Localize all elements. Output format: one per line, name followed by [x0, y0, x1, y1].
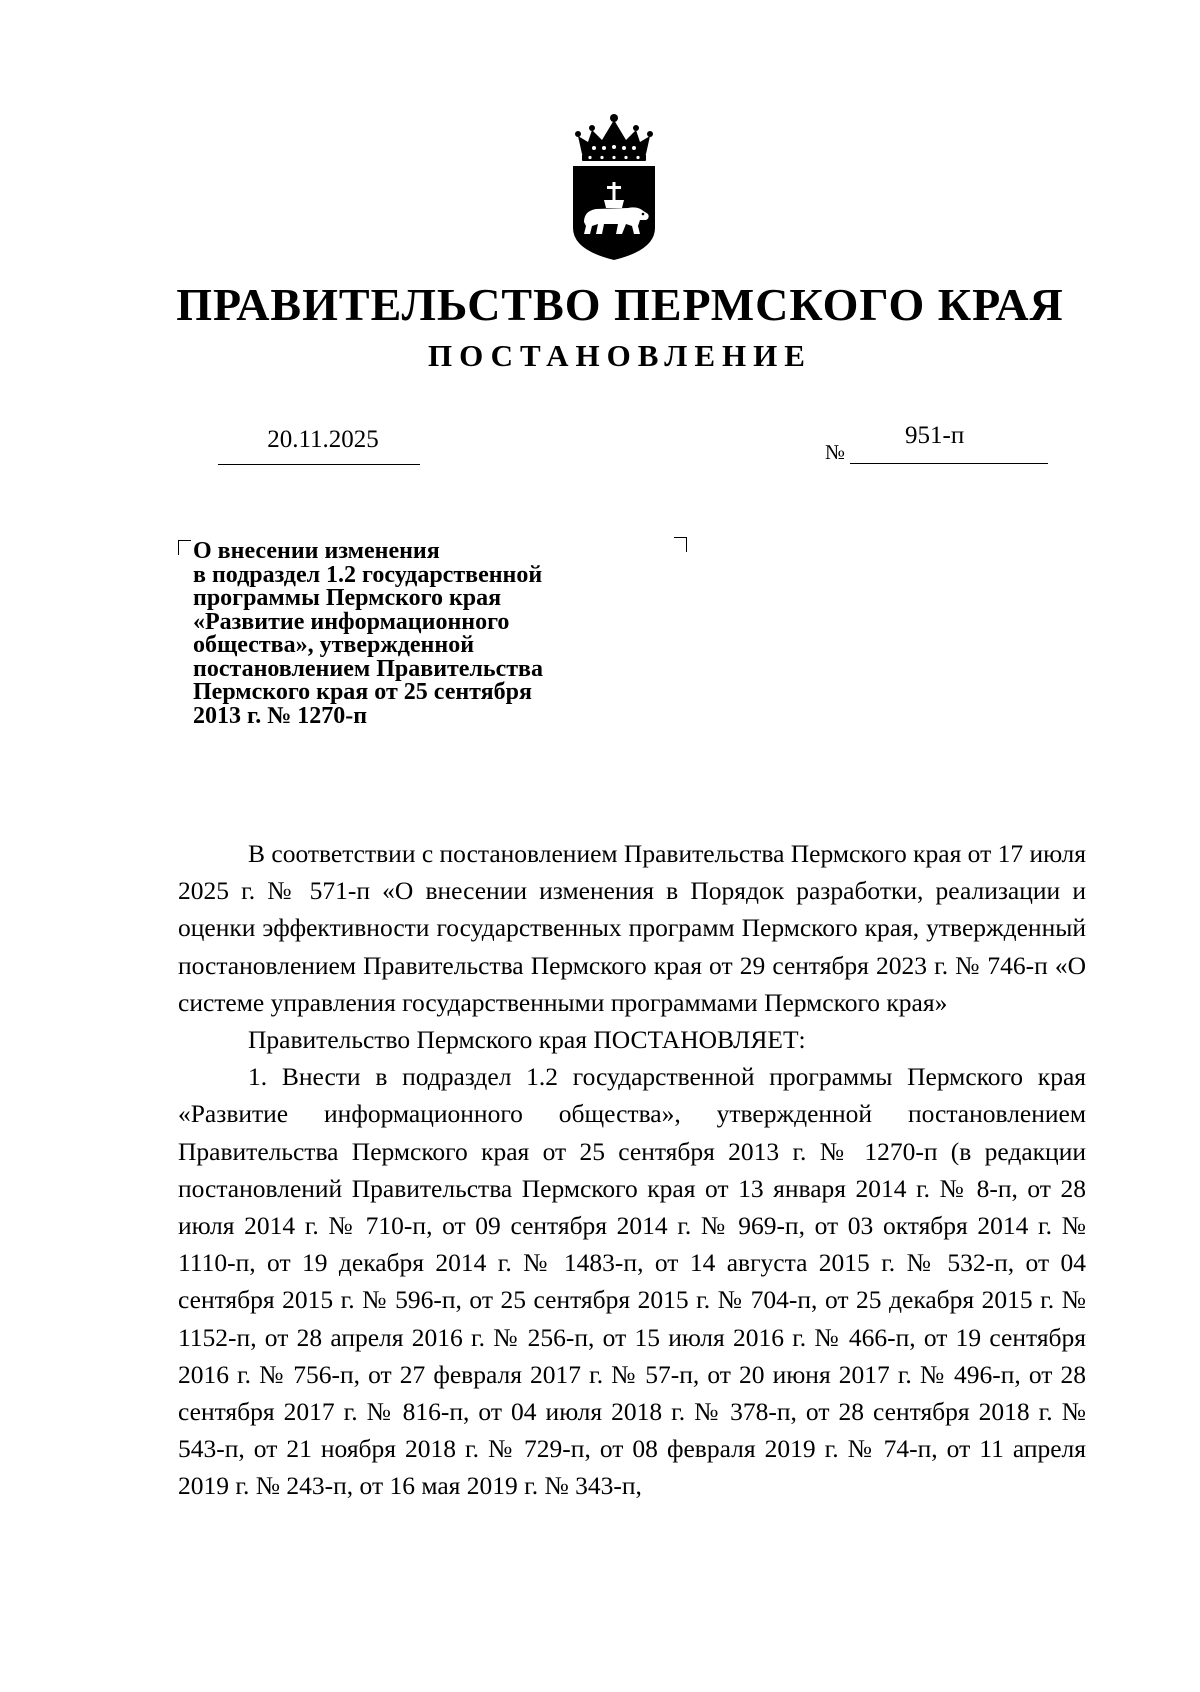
subject-line: О внесении изменения — [193, 538, 440, 564]
subject-line: общества», утвержденной — [193, 632, 475, 658]
organization-title: ПРАВИТЕЛЬСТВО ПЕРМСКОГО КРАЯ — [176, 279, 1064, 330]
preamble-paragraph: В соответствии с постановлением Правительства Пермского края от 17 июля 2025 г. № 571-п «О внесении изменения в Порядок разработки, реализации и оценки эффективности государственных программ Пермского края, утвержденный постановлением Правительства Пермского края от 29 сентября 2023 г. № 746-п «О системе управления государственными программами Пермского края» — [178, 839, 1087, 1017]
decree-paragraph: Правительство Пермского края ПОСТАНОВЛЯЕТ: — [248, 1025, 806, 1055]
subject-corner-left — [178, 540, 191, 555]
document-body — [178, 835, 1086, 1505]
date-field — [218, 420, 420, 465]
subject-line: «Развитие информационного — [193, 608, 510, 635]
subject-line: постановлением Правительства — [193, 655, 544, 682]
document-type: ПОСТАНОВЛЕНИЕ — [428, 338, 812, 373]
number-field — [850, 418, 1048, 464]
document-number: 951-п — [905, 422, 965, 449]
subject-line: Пермского края от 25 сентября — [193, 679, 532, 705]
subject-line: в подраздел 1.2 государственной — [193, 561, 543, 588]
perm-krai-coat-of-arms-icon — [570, 110, 658, 260]
subject-line: программы Пермского края — [193, 585, 502, 611]
subject-corner-right — [674, 537, 687, 552]
document-date: 20.11.2025 — [267, 426, 379, 453]
number-sign: № — [825, 440, 846, 464]
item-1-paragraph: 1. Внести в подраздел 1.2 государственной программы Пермского края «Развитие информационного общества», утвержденной постановлением Правительства Пермского края от 25 сентября 2013 г. № 1270-п (в редакции постановлений Правительства Пермского края от 13 января 2014 г. № 8-п, от 28 июля 2014 г. № 710-п, от 09 сентября 2014 г. № 969-п, от 03 октября 2014 г. № 1110-п, от 19 декабря 2014 г. № 1483-п, от 14 августа 2015 г. № 532-п, от 04 сентября 2015 г. № 596-п, от 25 сентября 2015 г. № 704-п, от 25 декабря 2015 г. № 1152-п, от 28 апреля 2016 г. № 256-п, от 15 июля 2016 г. № 466-п, от 19 сентября 2016 г. № 756-п, от 27 февраля 2017 г. № 57-п, от 20 июня 2017 г. № 496-п, от 28 сентября 2017 г. № 816-п, от 04 июля 2018 г. № 378-п, от 28 сентября 2018 г. № 543-п, от 21 ноября 2018 г. № 729-п, от 08 февраля 2019 г. № 74-п, от 11 апреля 2019 г. № 243-п, от 16 мая 2019 г. № 343-п, — [178, 1062, 1086, 1501]
document-subject — [193, 540, 663, 728]
subject-line: 2013 г. № 1270-п — [193, 702, 368, 729]
